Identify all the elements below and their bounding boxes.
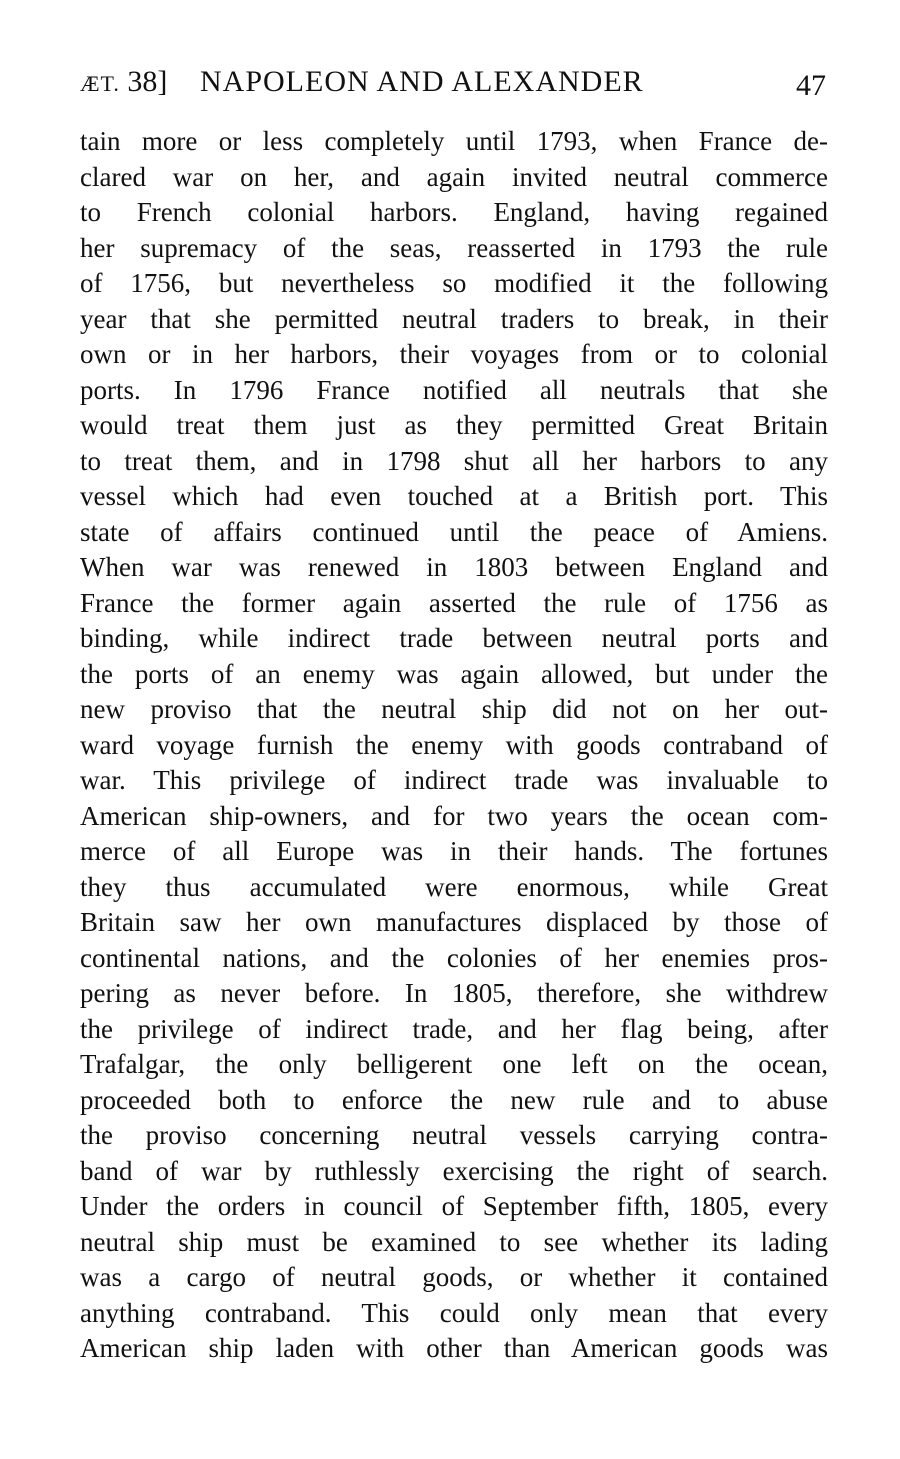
aetatis-abbreviation: ÆT. — [80, 71, 120, 96]
text-line: year that she permitted neutral traders to break, in their — [80, 303, 828, 334]
text-line: her supremacy of the seas, reasserted in 1793 the rule — [80, 232, 828, 263]
text-line: would treat them just as they permitted Great Britain — [80, 410, 828, 440]
running-head-age — [80, 62, 167, 104]
page-number: 47 — [796, 69, 826, 102]
body-text — [80, 124, 828, 1367]
text-line: tain more or less completely until 1793, when France de- — [80, 126, 828, 156]
text-line: American ship-owners, and for two years the ocean com- — [80, 800, 828, 831]
text-line: to treat them, and in 1798 shut all her harbors to any — [80, 445, 828, 476]
running-head — [80, 62, 828, 102]
text-line: to French colonial harbors. England, having regained — [80, 197, 828, 227]
text-line: band of war by ruthlessly exercising the right of search. — [80, 1155, 828, 1186]
text-line: new proviso that the neutral ship did not on her out- — [80, 694, 828, 724]
text-line: merce of all Europe was in their hands. The fortunes — [80, 836, 828, 866]
text-line: they thus accumulated were enormous, while Great — [80, 871, 828, 902]
text-line: the privilege of indirect trade, and her flag being, after — [80, 1013, 828, 1044]
text-line: anything contraband. This could only mean that every — [80, 1297, 828, 1328]
text-line: vessel which had even touched at a British port. This — [80, 481, 828, 511]
running-head-title: NAPOLEON AND ALEXANDER — [200, 65, 644, 98]
text-line: neutral ship must be examined to see whether its lading — [80, 1226, 828, 1257]
text-line: own or in her harbors, their voyages from or to colonial — [80, 339, 828, 369]
text-line: was a cargo of neutral goods, or whether it contained — [80, 1262, 828, 1292]
text-line: ward voyage furnish the enemy with goods contraband of — [80, 729, 828, 760]
age-number: 38] — [127, 65, 168, 98]
text-line: Britain saw her own manufactures displaced by those of — [80, 907, 828, 937]
text-line: France the former again asserted the rule of 1756 as — [80, 587, 828, 618]
text-line: clared war on her, and again invited neutral commerce — [80, 161, 828, 192]
text-line: state of affairs continued until the peace of Amiens. — [80, 516, 828, 547]
text-line: Trafalgar, the only belligerent one left on the ocean, — [80, 1049, 828, 1079]
text-line: pering as never before. In 1805, therefore, she withdrew — [80, 978, 828, 1008]
text-line: the proviso concerning neutral vessels carrying contra- — [80, 1120, 828, 1150]
text-line: of 1756, but nevertheless so modified it the following — [80, 268, 828, 298]
text-line: Under the orders in council of September fifth, 1805, every — [80, 1191, 828, 1221]
text-line: binding, while indirect trade between neutral ports and — [80, 623, 828, 653]
text-line: ports. In 1796 France notified all neutrals that she — [80, 374, 828, 405]
text-line: the ports of an enemy was again allowed, but under the — [80, 658, 828, 689]
text-line: war. This privilege of indirect trade was invaluable to — [80, 765, 828, 795]
text-line: continental nations, and the colonies of her enemies pros- — [80, 942, 828, 973]
text-line: proceeded both to enforce the new rule and to abuse — [80, 1084, 828, 1115]
text-line: When war was renewed in 1803 between England and — [80, 552, 828, 582]
text-line: American ship laden with other than American goods was — [80, 1333, 828, 1363]
